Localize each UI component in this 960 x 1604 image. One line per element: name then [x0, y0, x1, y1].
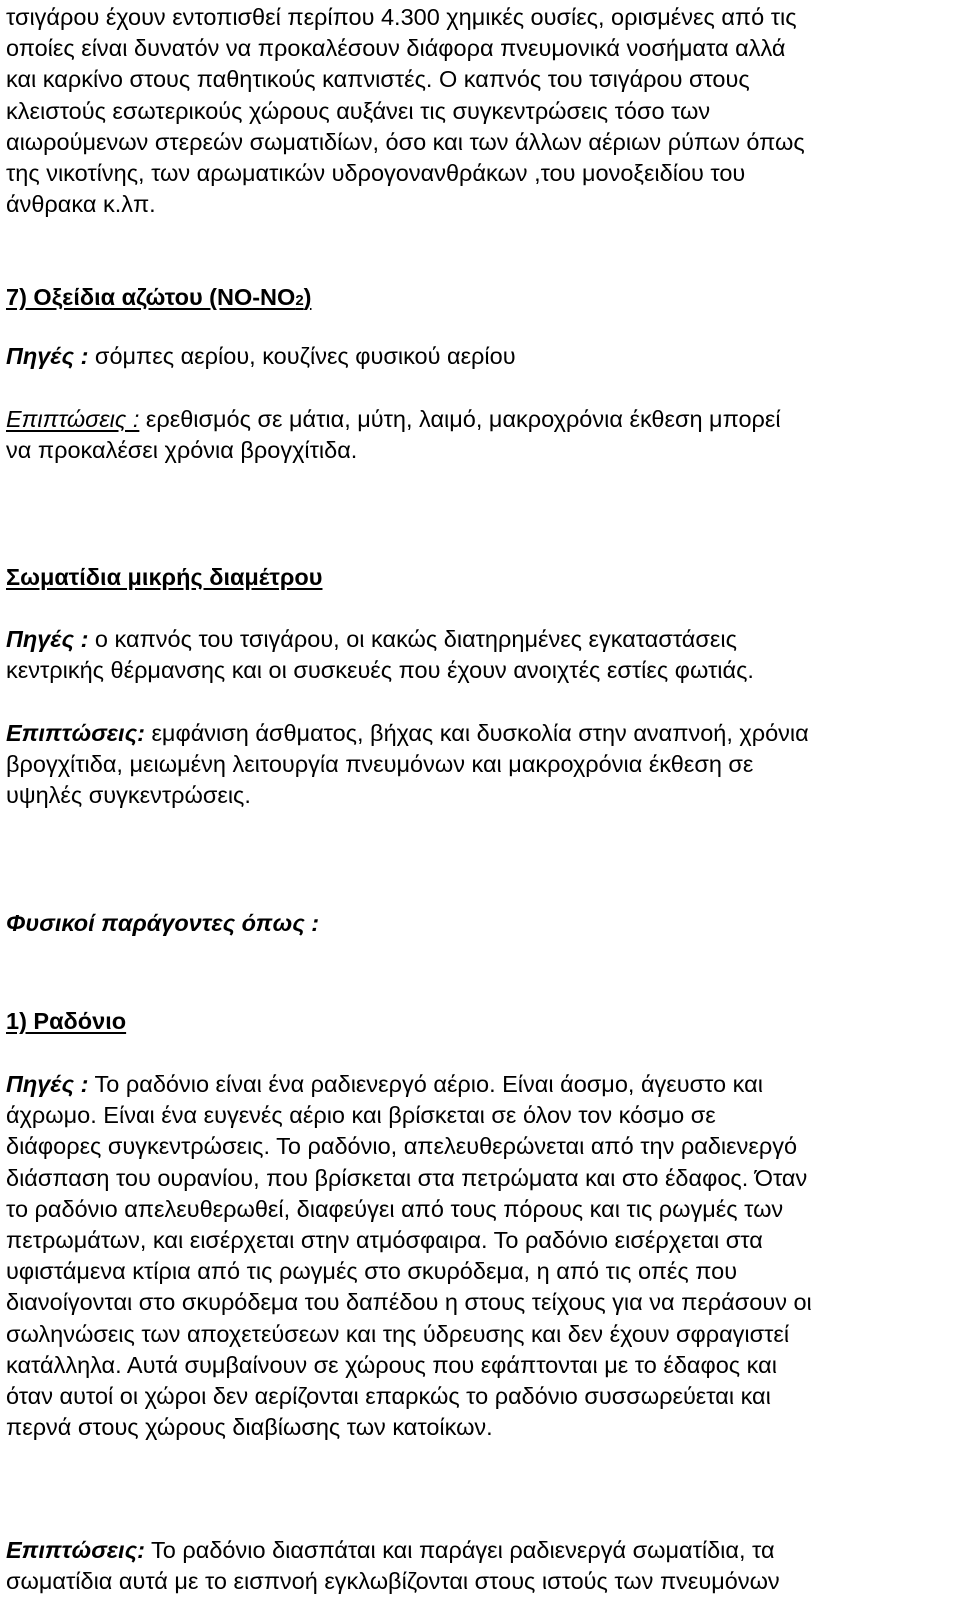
effects-text: σωματίδια αυτά με το εισπνοή εγκλωβίζονται στους ιστούς των πνευμόνων: [6, 1568, 780, 1595]
section-7-heading-text: 7) Οξείδια αζώτου (NO-NO2): [6, 284, 312, 310]
sources-label: Πηγές :: [6, 343, 89, 369]
particles-heading-text: Σωματίδια μικρής διαμέτρου: [6, 564, 323, 590]
effects-text: βρογχίτιδα, μειωμένη λειτουργία πνευμόνων και μακροχρόνια έκθεση σε: [6, 751, 754, 778]
effects-label: Επιπτώσεις :: [6, 406, 140, 432]
intro-line: κλειστούς εσωτερικούς χώρους αυξάνει τις συγκεντρώσεις τόσο των: [6, 97, 711, 124]
section-7-sources: [6, 341, 956, 372]
sources-text: διανοίγονται στο σκυρόδεμα του δαπέδου η στους τείχους για να περάσουν οι: [6, 1289, 812, 1316]
sources-text: υφιστάμενα κτίρια από τις ρωγμές στο σκυρόδεμα, η από τις οπές που: [6, 1258, 738, 1285]
intro-line: και καρκίνο στους παθητικούς καπνιστές. Ο καπνός του τσιγάρου στους: [6, 66, 750, 93]
sources-text: Το ραδόνιο είναι ένα ραδιενεργό αέριο. Είναι άοσμο, άγευστο και: [88, 1071, 763, 1097]
sources-text: κεντρικής θέρμανσης και οι συσκευές που έχουν ανοιχτές εστίες φωτιάς.: [6, 657, 754, 684]
intro-line: τσιγάρου έχουν εντοπισθεί περίπου 4.300 χημικές ουσίες, ορισμένες από τις: [6, 4, 797, 30]
intro-paragraph: [6, 2, 956, 220]
physical-factors-heading-text: Φυσικοί παράγοντες όπως :: [6, 910, 320, 936]
sources-text: σωληνώσεις των αποχετεύσεων και της ύδρευσης και δεν έχουν σφραγιστεί: [6, 1320, 790, 1347]
sources-label: Πηγές :: [6, 1071, 89, 1097]
sources-text: άχρωμο. Είναι ένα ευγενές αέριο και βρίσκεται σε όλον τον κόσμο σε: [6, 1102, 716, 1129]
effects-text: ερεθισμός σε μάτια, μύτη, λαιμό, μακροχρόνια έκθεση μπορεί: [139, 406, 781, 432]
sources-text: το ραδόνιο απελευθερωθεί, διαφεύγει από τους πόρους και τις ρωγμές των: [6, 1195, 784, 1222]
physical-factors-heading: [6, 908, 956, 939]
particles-sources: [6, 624, 956, 686]
particles-heading: [6, 562, 956, 593]
section-7-effects: [6, 404, 956, 466]
radon-sources: [6, 1069, 956, 1443]
intro-line: της νικοτίνης, των αρωματικών υδρογονανθράκων ,του μονοξειδίου του: [6, 160, 746, 187]
sources-text: όταν αυτοί οι χώροι δεν αερίζονται επαρκώς το ραδόνιο συσσωρεύεται και: [6, 1383, 771, 1410]
radon-heading-text: 1) Ραδόνιο: [6, 1008, 127, 1034]
sources-text: κατάλληλα. Αυτά συμβαίνουν σε χώρους που εφάπτονται με το έδαφος και: [6, 1351, 777, 1378]
sources-text: περνά στους χώρους διαβίωσης των κατοίκων.: [6, 1414, 493, 1441]
effects-text: εμφάνιση άσθματος, βήχας και δυσκολία στην αναπνοή, χρόνια: [144, 720, 809, 746]
sources-text: πετρωμάτων, και εισέρχεται στην ατμόσφαιρα. Το ραδόνιο εισέρχεται στα: [6, 1227, 763, 1254]
sources-text: διάσπαση του ουρανίου, που βρίσκεται στα πετρώματα και στο έδαφος. Όταν: [6, 1164, 808, 1191]
sources-text: διάφορες συγκεντρώσεις. Το ραδόνιο, απελευθερώνεται από την ραδιενεργό: [6, 1133, 798, 1160]
intro-line: οποίες είναι δυνατόν να προκαλέσουν διάφορα πνευμονικά νοσήματα αλλά: [6, 35, 786, 62]
effects-text: να προκαλέσει χρόνια βρογχίτιδα.: [6, 437, 358, 464]
sources-text: σόμπες αερίου, κουζίνες φυσικού αερίου: [88, 343, 516, 369]
effects-label: Επιπτώσεις:: [6, 720, 145, 746]
effects-label: Επιπτώσεις:: [6, 1537, 145, 1563]
intro-line: αιωρούμενων στερεών σωματιδίων, όσο και των άλλων αέριων ρύπων όπως: [6, 128, 805, 155]
effects-text: Το ραδόνιο διασπάται και παράγει ραδιενεργά σωματίδια, τα: [144, 1537, 775, 1563]
section-7-heading: [6, 282, 956, 316]
sources-label: Πηγές :: [6, 626, 89, 652]
effects-text: υψηλές συγκεντρώσεις.: [6, 782, 251, 809]
radon-effects: [6, 1535, 956, 1597]
intro-line: άνθρακα κ.λπ.: [6, 191, 156, 218]
radon-heading: [6, 1006, 956, 1037]
particles-effects: [6, 718, 956, 812]
sources-text: ο καπνός του τσιγάρου, οι κακώς διατηρημένες εγκαταστάσεις: [88, 626, 737, 652]
